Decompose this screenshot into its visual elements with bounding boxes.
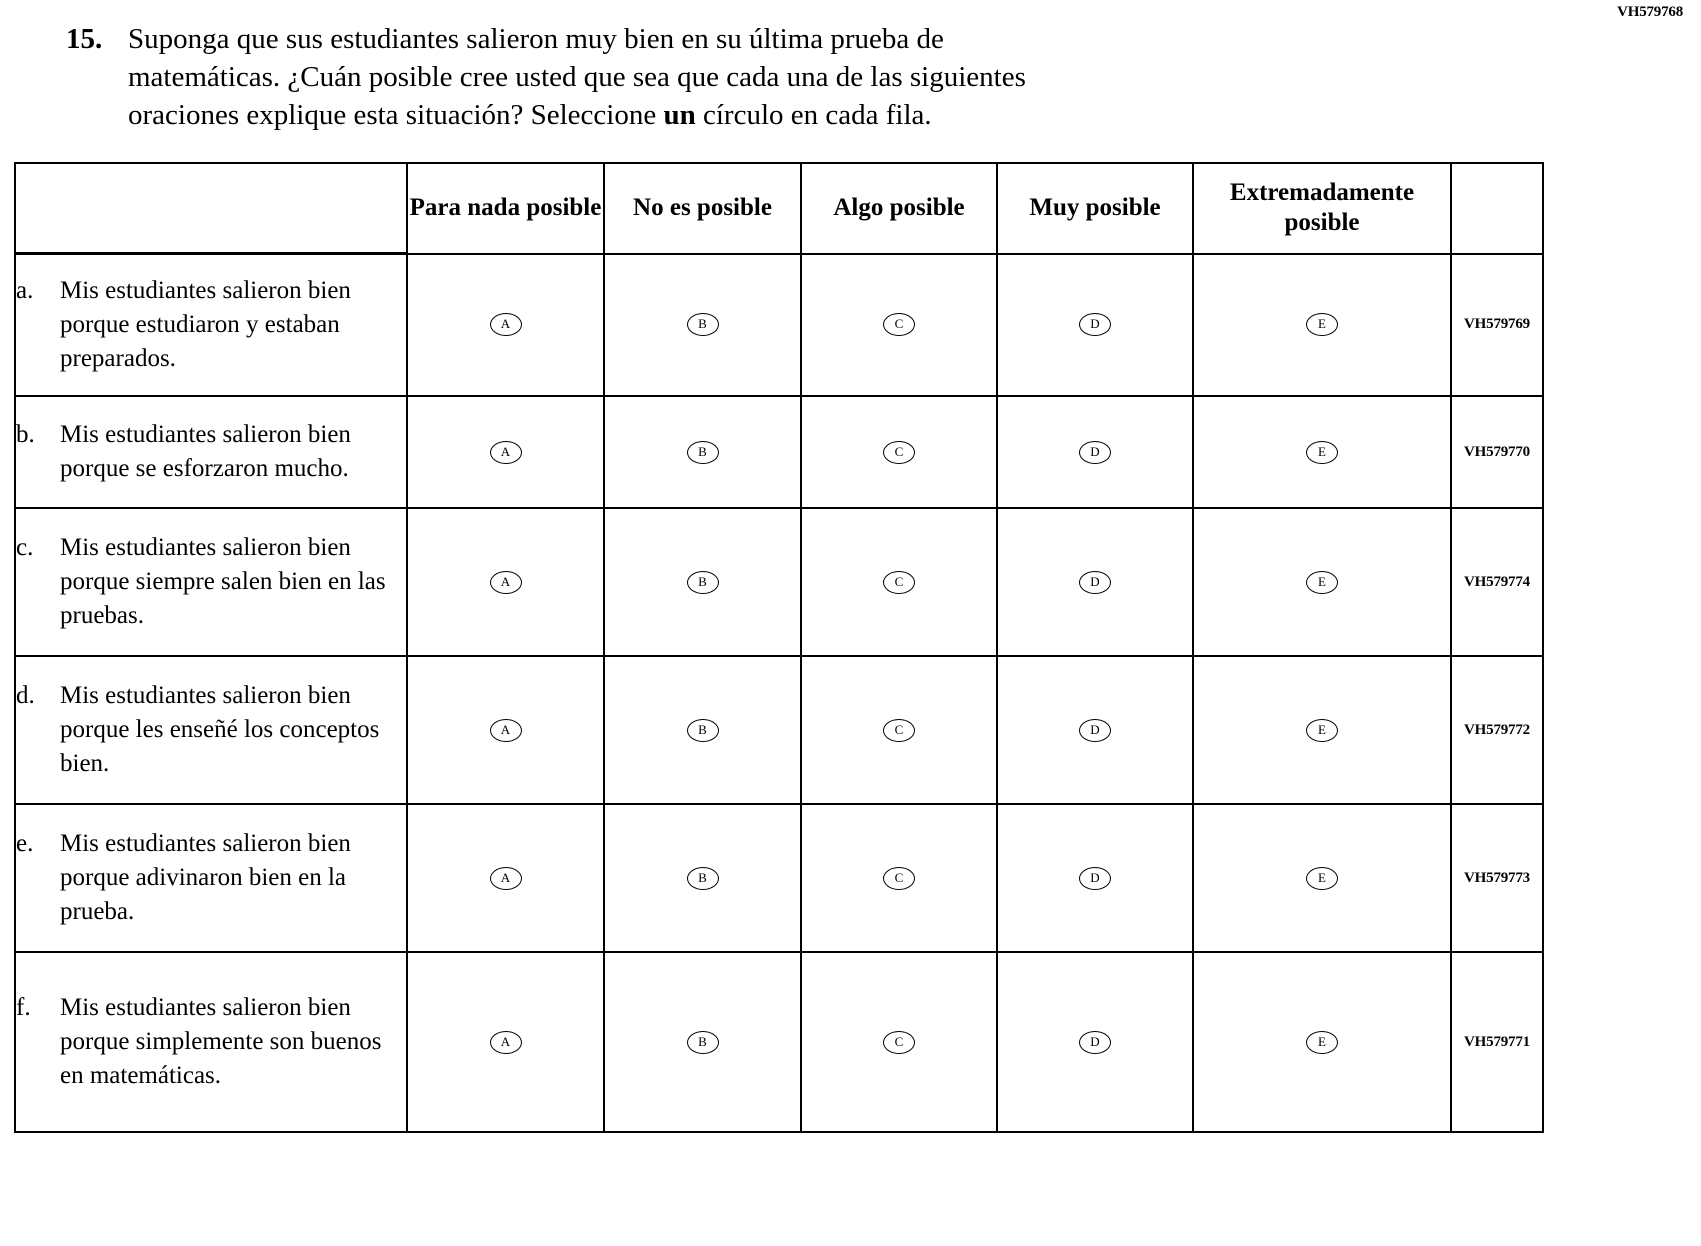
question-number: 15. <box>66 23 103 55</box>
option-d-row-b[interactable] <box>997 396 1193 508</box>
row-label-f: Mis estudiantes salieron bien porque simplemente son buenos en matemáticas. <box>60 994 382 1089</box>
question-text-line-3b: círculo en cada fila. <box>695 99 932 131</box>
option-d-row-c[interactable] <box>997 508 1193 656</box>
row-item-id-c: VH579774 <box>1451 508 1543 656</box>
option-c-row-f[interactable] <box>801 952 997 1132</box>
bubble-b[interactable]: B <box>687 313 719 336</box>
option-b-row-c[interactable] <box>604 508 801 656</box>
row-statement-f <box>15 952 407 1132</box>
bubble-e[interactable]: E <box>1306 867 1338 890</box>
page-item-id: VH579768 <box>1617 4 1683 20</box>
row-statement-c <box>15 508 407 656</box>
row-letter-a: a. <box>16 277 34 304</box>
bubble-d[interactable]: D <box>1079 719 1111 742</box>
bubble-a[interactable]: A <box>490 313 522 336</box>
row-item-id-a: VH579769 <box>1451 254 1543 397</box>
row-statement-b <box>15 396 407 508</box>
bubble-e[interactable]: E <box>1306 719 1338 742</box>
question-stem <box>66 20 1426 134</box>
table-row <box>15 952 1543 1132</box>
question-text-emphasis: un <box>663 99 696 131</box>
row-item-id-d: VH579772 <box>1451 656 1543 804</box>
option-c-row-e[interactable] <box>801 804 997 952</box>
column-header-muy-posible: Muy posible <box>997 163 1193 254</box>
row-label-e: Mis estudiantes salieron bien porque adivinaron bien en la prueba. <box>60 830 351 925</box>
row-letter-e: e. <box>16 830 34 857</box>
column-header-item-id <box>1451 163 1543 254</box>
bubble-d[interactable]: D <box>1079 867 1111 890</box>
response-matrix-table <box>14 162 1544 1133</box>
table-row <box>15 508 1543 656</box>
option-e-row-a[interactable] <box>1193 254 1451 397</box>
bubble-c[interactable]: C <box>883 313 915 336</box>
option-d-row-e[interactable] <box>997 804 1193 952</box>
table-row <box>15 254 1543 397</box>
table-row <box>15 656 1543 804</box>
option-e-row-d[interactable] <box>1193 656 1451 804</box>
table-row <box>15 396 1543 508</box>
option-d-row-d[interactable] <box>997 656 1193 804</box>
bubble-b[interactable]: B <box>687 1031 719 1054</box>
bubble-e[interactable]: E <box>1306 1031 1338 1054</box>
option-c-row-c[interactable] <box>801 508 997 656</box>
option-a-row-f[interactable] <box>407 952 604 1132</box>
bubble-a[interactable]: A <box>490 1031 522 1054</box>
column-header-no-es-posible: No es posible <box>604 163 801 254</box>
column-header-para-nada-posible: Para nada posible <box>407 163 604 254</box>
option-e-row-f[interactable] <box>1193 952 1451 1132</box>
option-b-row-d[interactable] <box>604 656 801 804</box>
option-c-row-d[interactable] <box>801 656 997 804</box>
column-header-statement <box>15 163 407 254</box>
bubble-d[interactable]: D <box>1079 571 1111 594</box>
bubble-c[interactable]: C <box>883 441 915 464</box>
option-b-row-b[interactable] <box>604 396 801 508</box>
bubble-e[interactable]: E <box>1306 441 1338 464</box>
option-b-row-e[interactable] <box>604 804 801 952</box>
bubble-d[interactable]: D <box>1079 313 1111 336</box>
option-d-row-f[interactable] <box>997 952 1193 1132</box>
option-d-row-a[interactable] <box>997 254 1193 397</box>
question-text <box>128 20 1426 134</box>
bubble-a[interactable]: A <box>490 571 522 594</box>
bubble-d[interactable]: D <box>1079 441 1111 464</box>
bubble-e[interactable]: E <box>1306 313 1338 336</box>
row-item-id-e: VH579773 <box>1451 804 1543 952</box>
row-label-d: Mis estudiantes salieron bien porque les enseñé los conceptos bien. <box>60 682 380 777</box>
option-b-row-f[interactable] <box>604 952 801 1132</box>
question-text-line-3a: oraciones explique esta situación? Seleccione <box>128 99 664 131</box>
option-b-row-a[interactable] <box>604 254 801 397</box>
column-header-extremadamente-posible: Extremadamente posible <box>1193 163 1451 254</box>
bubble-b[interactable]: B <box>687 867 719 890</box>
option-c-row-b[interactable] <box>801 396 997 508</box>
option-a-row-e[interactable] <box>407 804 604 952</box>
option-c-row-a[interactable] <box>801 254 997 397</box>
column-header-algo-posible: Algo posible <box>801 163 997 254</box>
bubble-b[interactable]: B <box>687 571 719 594</box>
table-row <box>15 804 1543 952</box>
bubble-b[interactable]: B <box>687 719 719 742</box>
row-letter-b: b. <box>16 421 35 448</box>
row-letter-f: f. <box>16 994 31 1021</box>
bubble-c[interactable]: C <box>883 1031 915 1054</box>
option-e-row-c[interactable] <box>1193 508 1451 656</box>
bubble-c[interactable]: C <box>883 719 915 742</box>
row-statement-d <box>15 656 407 804</box>
bubble-c[interactable]: C <box>883 571 915 594</box>
row-item-id-b: VH579770 <box>1451 396 1543 508</box>
row-label-a: Mis estudiantes salieron bien porque estudiaron y estaban preparados. <box>60 277 351 372</box>
option-e-row-b[interactable] <box>1193 396 1451 508</box>
question-text-line-1: Suponga que sus estudiantes salieron muy bien en su última prueba de <box>128 23 944 55</box>
question-text-line-2: matemáticas. ¿Cuán posible cree usted que sea que cada una de las siguientes <box>128 61 1026 93</box>
row-label-c: Mis estudiantes salieron bien porque siempre salen bien en las pruebas. <box>60 534 386 629</box>
option-a-row-d[interactable] <box>407 656 604 804</box>
bubble-e[interactable]: E <box>1306 571 1338 594</box>
row-item-id-f: VH579771 <box>1451 952 1543 1132</box>
bubble-c[interactable]: C <box>883 867 915 890</box>
row-label-b: Mis estudiantes salieron bien porque se esforzaron mucho. <box>60 421 351 482</box>
option-e-row-e[interactable] <box>1193 804 1451 952</box>
bubble-a[interactable]: A <box>490 719 522 742</box>
row-letter-d: d. <box>16 682 35 709</box>
row-statement-e <box>15 804 407 952</box>
option-a-row-b[interactable] <box>407 396 604 508</box>
option-a-row-a[interactable] <box>407 254 604 397</box>
row-letter-c: c. <box>16 534 34 561</box>
option-a-row-c[interactable] <box>407 508 604 656</box>
bubble-d[interactable]: D <box>1079 1031 1111 1054</box>
bubble-a[interactable]: A <box>490 867 522 890</box>
bubble-a[interactable]: A <box>490 441 522 464</box>
table-header-row <box>15 163 1543 254</box>
row-statement-a <box>15 254 407 397</box>
bubble-b[interactable]: B <box>687 441 719 464</box>
